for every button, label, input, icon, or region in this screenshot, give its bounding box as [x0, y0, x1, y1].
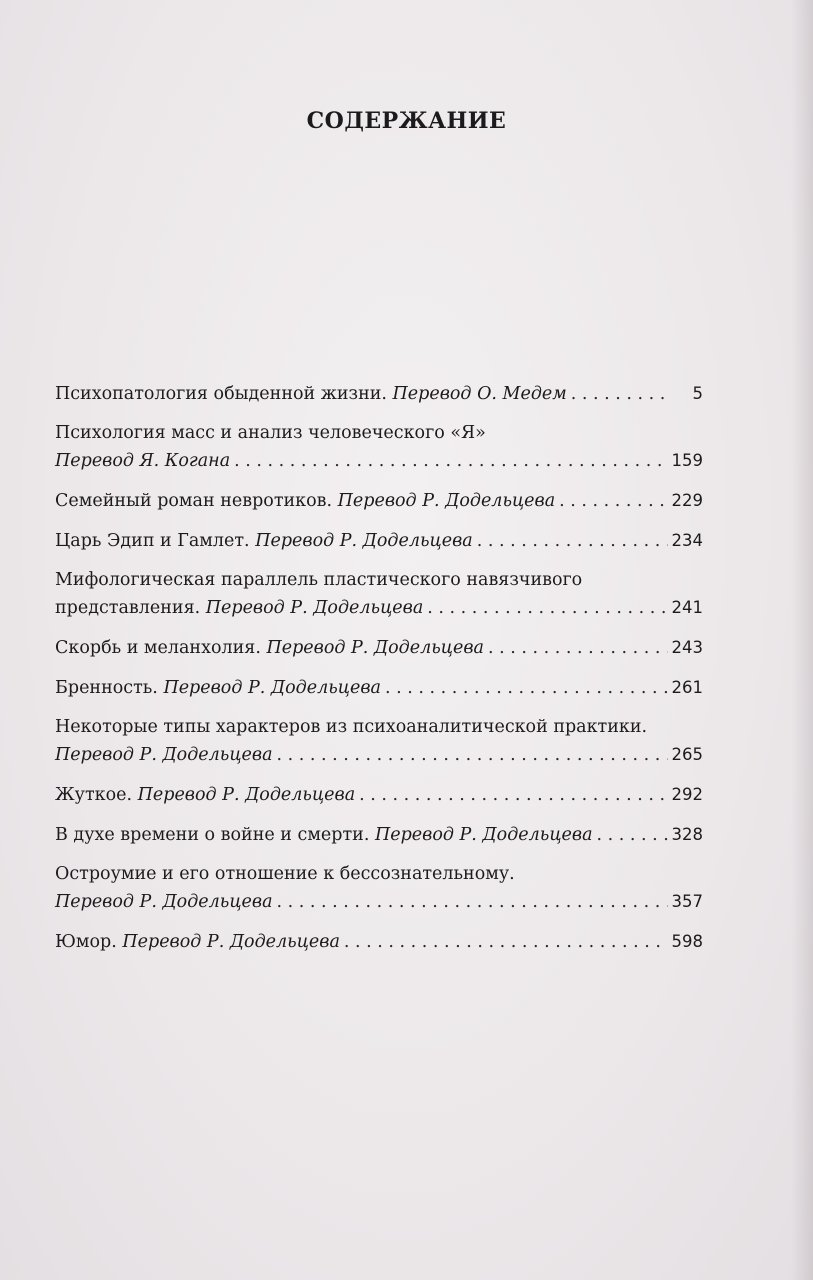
- entry-page-number: 292: [671, 785, 703, 804]
- entry-page-number: 328: [671, 825, 703, 844]
- leader-dots: [385, 675, 668, 702]
- toc-entry: [55, 928, 703, 956]
- leader-dots: [477, 528, 668, 555]
- toc-entry: [55, 861, 703, 916]
- toc-entry: [55, 567, 703, 622]
- entry-title: Скорбь и меланхолия.: [55, 638, 261, 658]
- toc-entry: [55, 714, 703, 769]
- page-edge-shadow: [791, 0, 813, 1280]
- entry-translator: Перевод О. Медем: [392, 384, 567, 404]
- entry-translator: Перевод Р. Додельцева: [137, 785, 356, 805]
- entry-translator: Перевод Р. Додельцева: [122, 932, 340, 952]
- toc-entry: [55, 527, 703, 555]
- entry-page-number: 261: [671, 678, 703, 697]
- leader-dots: [234, 448, 667, 475]
- entry-title-continued: представления.: [55, 598, 201, 618]
- entry-page-number: 241: [671, 598, 703, 617]
- leader-dots: [344, 929, 668, 956]
- entry-title: Остроумие и его отношение к бессознательному.: [55, 864, 515, 884]
- entry-translator: Перевод Р. Додельцева: [55, 892, 273, 912]
- entry-title: Психопатология обыденной жизни.: [55, 384, 387, 404]
- entry-title: Жуткое.: [55, 785, 133, 805]
- leader-dots: [571, 381, 669, 408]
- entry-page-number: 159: [671, 451, 703, 470]
- leader-dots: [359, 782, 667, 809]
- entry-translator: Перевод Р. Додельцева: [205, 598, 424, 618]
- toc-entry: [55, 634, 703, 662]
- entry-page-number: 234: [671, 531, 703, 550]
- entry-translator: Перевод Р. Додельцева: [374, 825, 593, 845]
- entry-page-number: 265: [671, 745, 703, 764]
- entry-translator: Перевод Р. Додельцева: [55, 745, 273, 765]
- toc-entry: [55, 380, 703, 408]
- entry-translator: Перевод Р. Додельцева: [163, 678, 381, 698]
- entry-page-number: 5: [692, 384, 703, 403]
- entry-title: Мифологическая параллель пластического навязчивого: [55, 570, 583, 590]
- toc-entry: [55, 487, 703, 515]
- entry-title: Психология масс и анализ человеческого «Я»: [55, 423, 486, 443]
- leader-dots: [427, 595, 667, 622]
- entry-page-number: 598: [671, 932, 703, 951]
- entry-title: Бренность.: [55, 678, 158, 698]
- entry-title: Некоторые типы характеров из психоаналитической практики.: [55, 717, 648, 737]
- entry-title: Семейный роман невротиков.: [55, 491, 333, 511]
- entry-translator: Перевод Р. Додельцева: [337, 491, 556, 511]
- entry-translator: Перевод Р. Додельцева: [266, 638, 484, 658]
- toc-entry: [55, 781, 703, 809]
- entry-page-number: 357: [671, 892, 703, 911]
- entry-translator: Перевод Р. Додельцева: [255, 531, 473, 551]
- toc-entry: [55, 821, 703, 849]
- leader-dots: [277, 742, 668, 769]
- entry-page-number: 229: [671, 491, 703, 510]
- leader-dots: [277, 889, 668, 916]
- table-of-contents: [55, 380, 703, 968]
- entry-title: Царь Эдип и Гамлет.: [55, 531, 250, 551]
- leader-dots: [559, 488, 667, 515]
- entry-title: Юмор.: [55, 932, 117, 952]
- entry-page-number: 243: [671, 638, 703, 657]
- entry-title: В духе времени о войне и смерти.: [55, 825, 370, 845]
- entry-translator: Перевод Я. Когана: [55, 451, 231, 471]
- leader-dots: [488, 635, 668, 662]
- leader-dots: [597, 822, 668, 849]
- toc-entry: [55, 420, 703, 475]
- page-title: СОДЕРЖАНИЕ: [306, 108, 507, 134]
- toc-entry: [55, 674, 703, 702]
